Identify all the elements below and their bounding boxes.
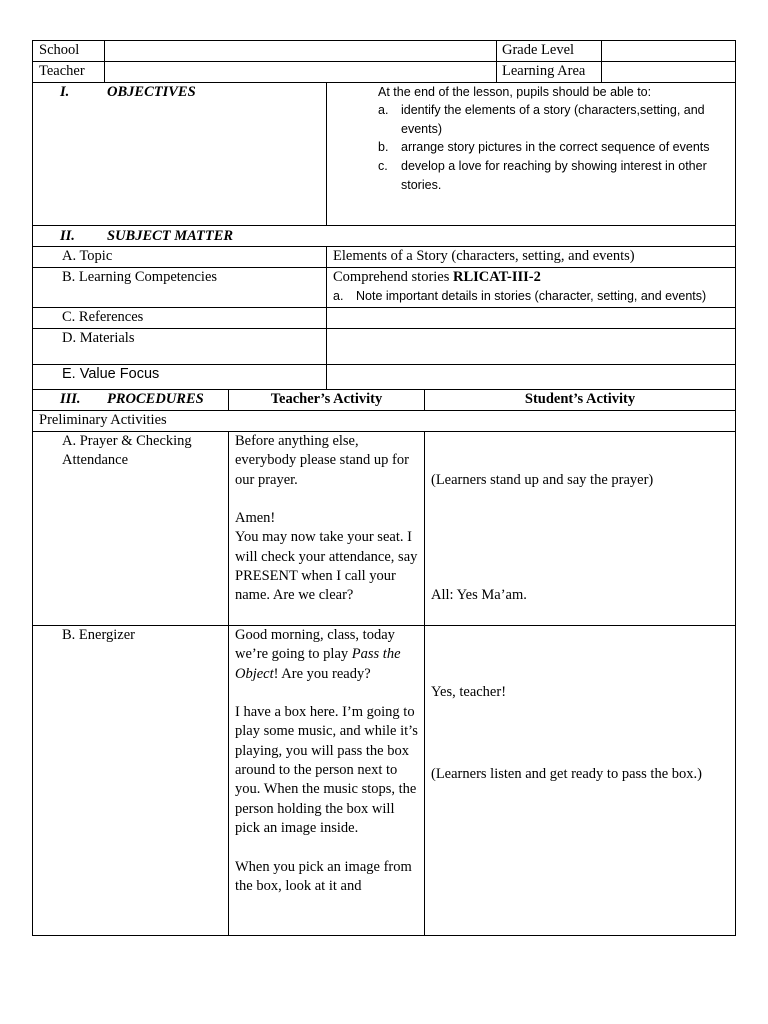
subject-matter-heading: SUBJECT MATTER <box>107 228 234 244</box>
topic-label: A. Topic <box>62 248 113 264</box>
prayer-teacher-activity <box>235 432 421 606</box>
grid-line <box>424 431 425 936</box>
grid-line <box>32 935 736 936</box>
competency-sub-marker: a. <box>333 289 344 303</box>
competencies-text: Comprehend stories <box>333 269 454 285</box>
subject-matter-number: II. <box>60 228 75 244</box>
grid-line <box>32 225 736 226</box>
game-name: Pass the Object <box>235 646 401 682</box>
prayer-student-response: (Learners stand up and say the prayer) <box>431 472 654 488</box>
objectives-number: I. <box>60 84 70 100</box>
objective-marker: c. <box>378 159 388 173</box>
grid-line <box>32 328 736 329</box>
competencies-value <box>333 268 541 287</box>
energizer-question: ! Are you ready? <box>273 665 371 682</box>
objective-item-continued: stories. <box>401 178 442 192</box>
teacher-line: When you pick an image from the box, look at it and <box>235 858 412 894</box>
grade-level-label: Grade Level <box>502 42 575 58</box>
learning-area-label: Learning Area <box>502 63 586 79</box>
grid-line <box>228 431 229 936</box>
objective-item-continued: events) <box>401 122 442 136</box>
teacher-line <box>235 626 421 684</box>
objectives-heading: OBJECTIVES <box>107 84 196 100</box>
grid-line <box>326 82 327 225</box>
teacher-line: Before anything else, everybody please stand up for our prayer. <box>235 433 409 488</box>
competency-code: RLICAT-III-2 <box>453 269 541 285</box>
objective-item: arrange story pictures in the correct sequence of events <box>401 140 710 154</box>
objective-marker: a. <box>378 103 389 117</box>
grid-line <box>32 40 33 936</box>
preliminary-activities-label: Preliminary Activities <box>39 412 167 428</box>
value-focus-label: E. Value Focus <box>62 366 160 382</box>
teacher-activity-header: Teacher’s Activity <box>270 391 383 407</box>
teacher-label: Teacher <box>39 63 85 79</box>
topic-value: Elements of a Story (characters, setting, and events) <box>333 248 635 264</box>
school-label: School <box>39 42 80 58</box>
objective-item: identify the elements of a story (characters,setting, and <box>401 103 705 117</box>
grid-line <box>735 40 736 936</box>
energizer-student-action: (Learners listen and get ready to pass the box.) <box>431 766 702 782</box>
procedures-heading: PROCEDURES <box>107 391 204 407</box>
grid-line <box>496 40 497 82</box>
energizer-student-response: Yes, teacher! <box>431 684 507 700</box>
materials-label: D. Materials <box>62 330 135 346</box>
competencies-label: B. Learning Competencies <box>62 269 218 285</box>
procedures-number: III. <box>60 391 81 407</box>
attendance-student-response: All: Yes Ma’am. <box>431 587 527 603</box>
prayer-label: A. Prayer & Checking <box>62 433 192 449</box>
competency-sub-item: Note important details in stories (character, setting, and events) <box>356 289 707 303</box>
references-label: C. References <box>62 309 144 325</box>
grid-line <box>104 40 105 82</box>
student-activity-header: Student’s Activity <box>524 391 636 407</box>
energizer-label: B. Energizer <box>62 627 136 643</box>
objective-marker: b. <box>378 140 389 154</box>
grid-line <box>326 246 327 389</box>
teacher-line: I have a box here. I’m going to play some music, and while it’s playing, you will pass the box around to the person next to you. When the music stops, the person holding the box will pick an image inside. <box>235 704 418 836</box>
teacher-line: You may now take your seat. I will check your attendance, say PRESENT when I call your name. Are we clear? <box>235 529 418 604</box>
grid-line <box>32 40 736 41</box>
objectives-intro: At the end of the lesson, pupils should be able to: <box>378 85 652 99</box>
prayer-label-continued: Attendance <box>62 452 129 468</box>
grid-line <box>32 61 736 62</box>
energizer-intro: Good morning, class, today we’re going to play <box>235 627 395 663</box>
objective-item: develop a love for reaching by showing interest in other <box>401 159 707 173</box>
teacher-line: Amen! <box>235 510 276 527</box>
energizer-teacher-activity <box>235 626 421 896</box>
grid-line <box>601 40 602 82</box>
